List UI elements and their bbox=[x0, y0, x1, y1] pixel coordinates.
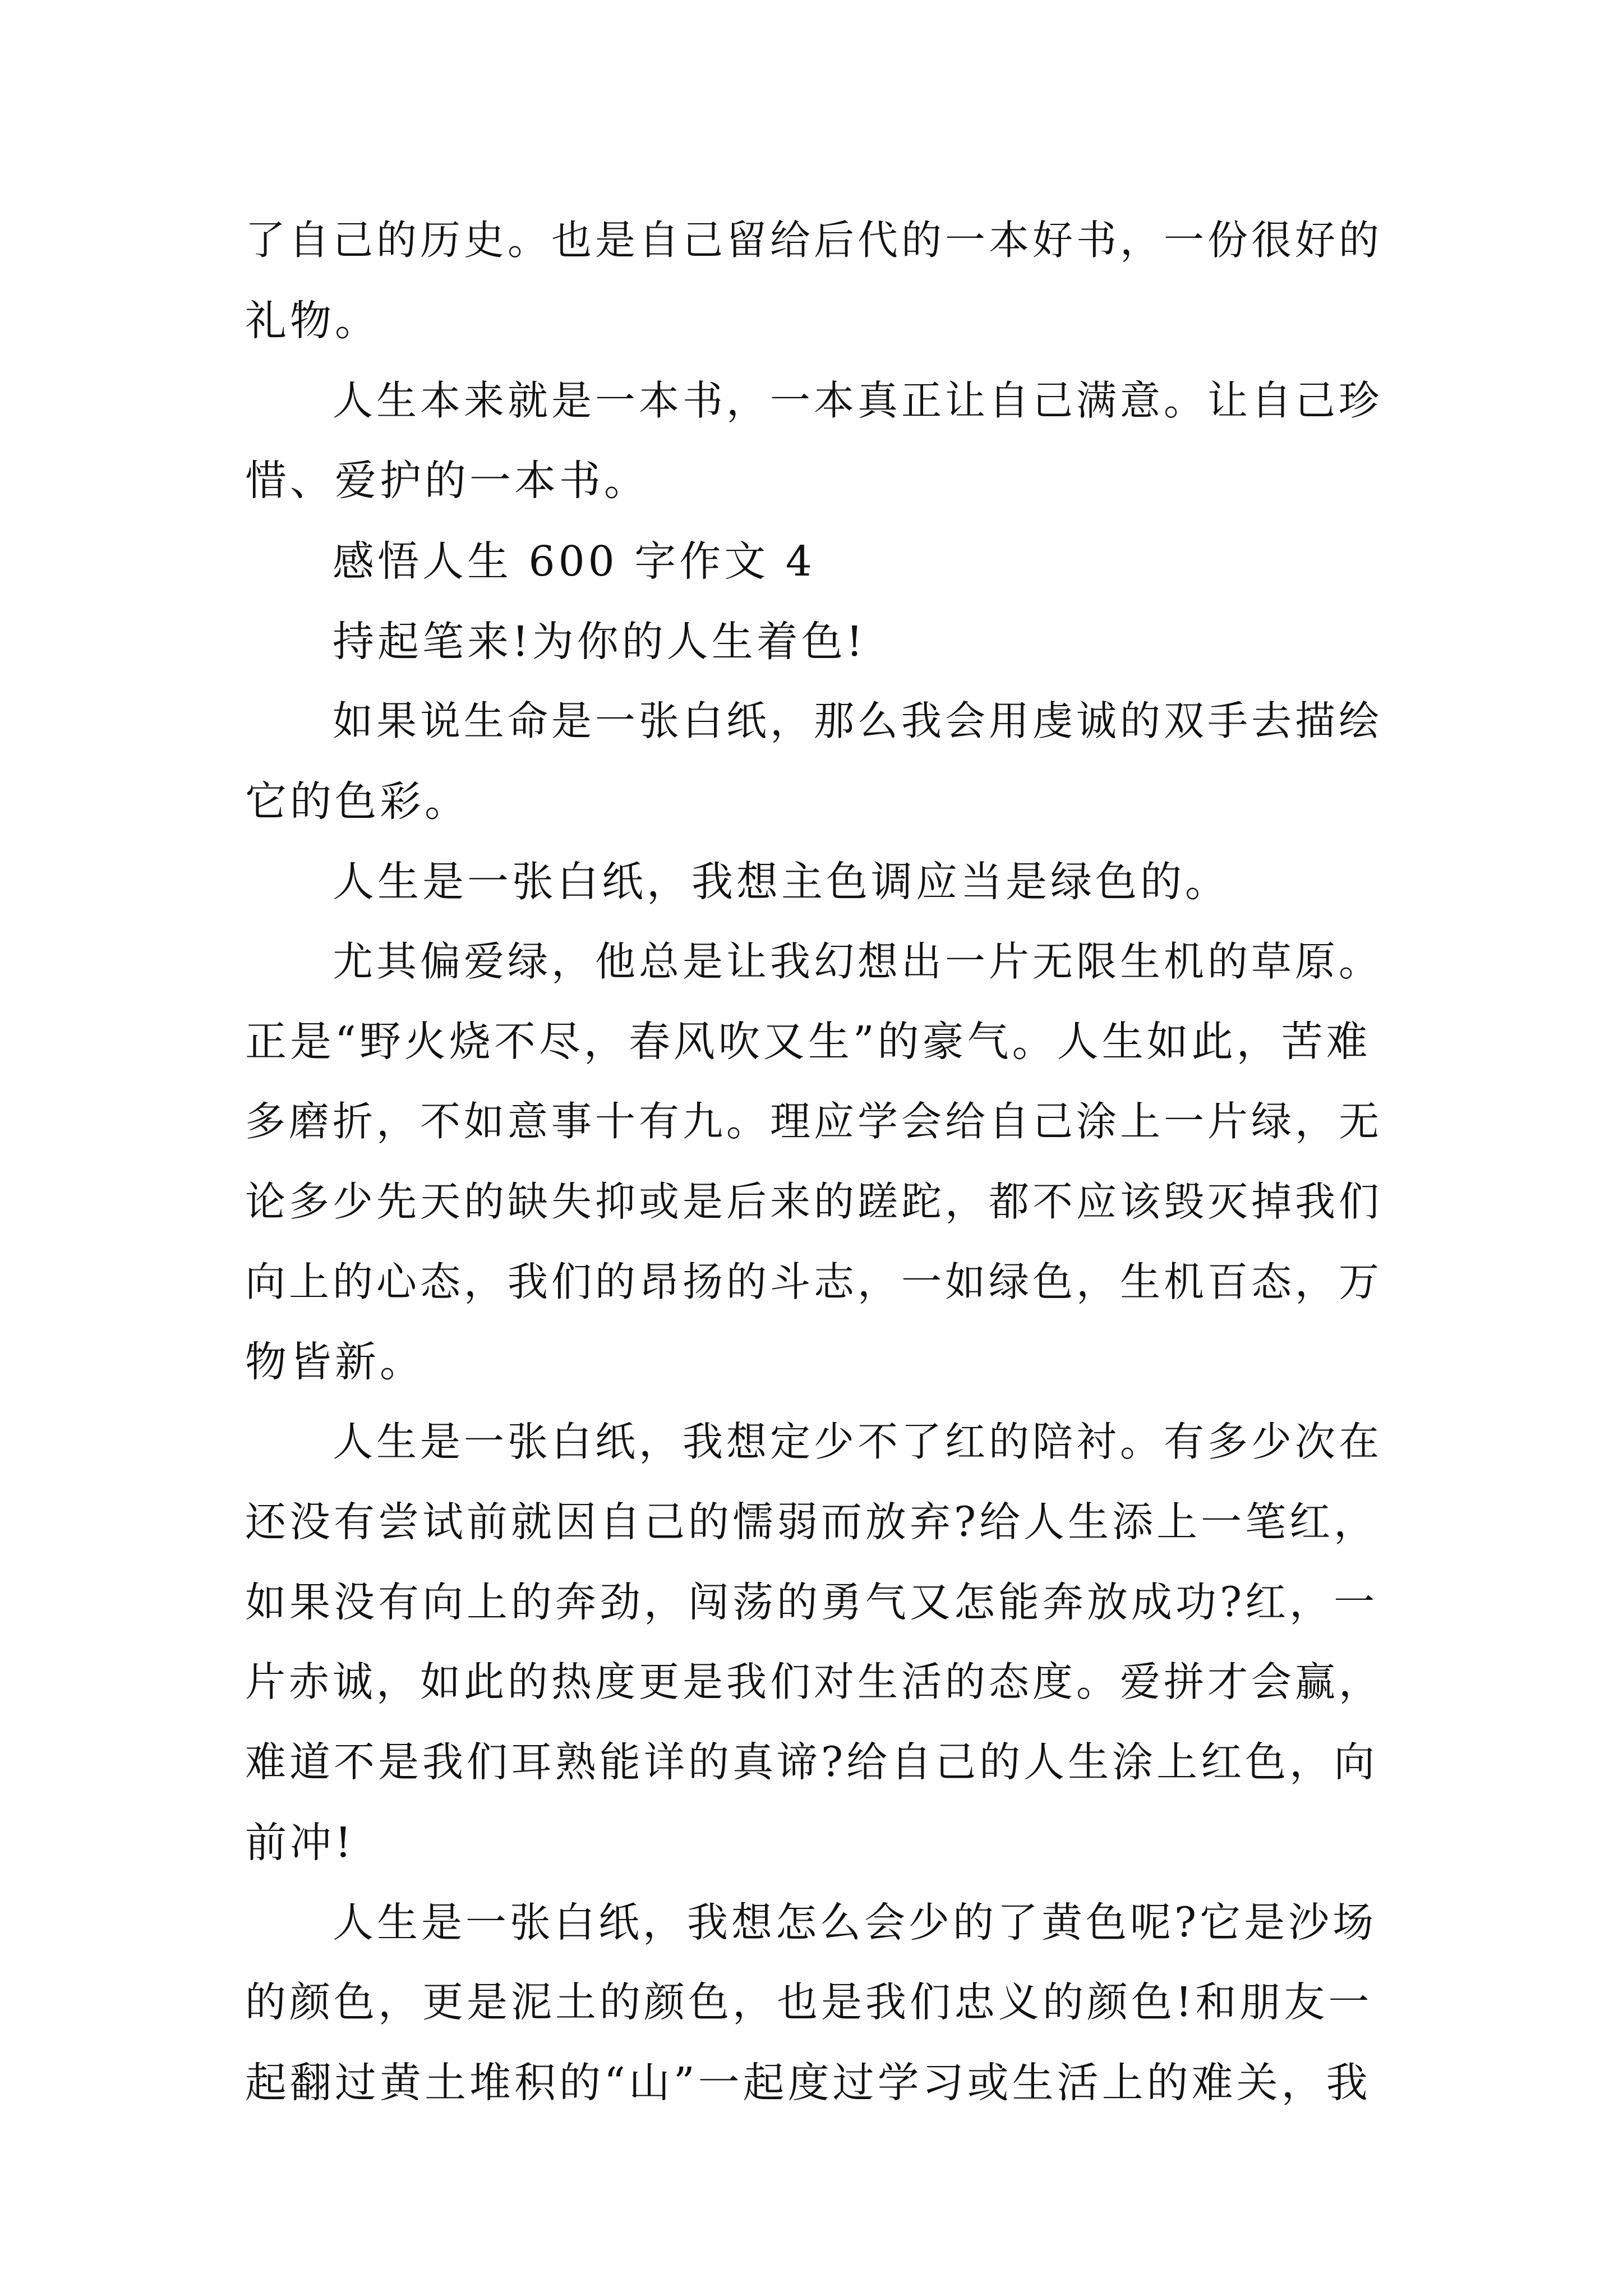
text-line: 人生本来就是一本书，一本真正让自己满意。让自己珍 bbox=[333, 377, 1383, 424]
text-line: 如果没有向上的奔劲，闯荡的勇气又怎能奔放成功?红，一 bbox=[245, 1579, 1378, 1626]
text-line: 人生是一张白纸，我想主色调应当是绿色的。 bbox=[333, 858, 1230, 906]
text-line: 物皆新。 bbox=[245, 1338, 425, 1386]
text-line: 还没有尝试前就因自己的懦弱而放弃?给人生添上一笔红， bbox=[245, 1498, 1378, 1546]
text-line: 前冲! bbox=[245, 1819, 355, 1867]
text-line: 向上的心态，我们的昂扬的斗志，一如绿色，生机百态，万 bbox=[245, 1258, 1383, 1305]
text-line: 如果说生命是一张白纸，那么我会用虔诚的双手去描绘 bbox=[333, 697, 1383, 744]
text-line: 人生是一张白纸，我想定少不了红的陪衬。有多少次在 bbox=[333, 1418, 1383, 1465]
text-line: 持起笔来!为你的人生着色! bbox=[333, 618, 866, 666]
text-line: 的颜色，更是泥土的颜色，也是我们忠义的颜色!和朋友一 bbox=[245, 1978, 1373, 2026]
text-line: 片赤诚，如此的热度更是我们对生活的态度。爱拼才会赢， bbox=[245, 1658, 1383, 1705]
text-line: 论多少先天的缺失抑或是后来的蹉跎，都不应该毁灭掉我们 bbox=[245, 1178, 1383, 1225]
text-line: 尤其偏爱绿，他总是让我幻想出一片无限生机的草原。 bbox=[333, 938, 1383, 985]
text-line: 了自己的历史。也是自己留给后代的一本好书，一份很好的 bbox=[245, 217, 1383, 264]
text-line: 它的色彩。 bbox=[245, 777, 469, 826]
text-line: 人生是一张白纸，我想怎么会少的了黄色呢?它是沙场 bbox=[333, 1899, 1377, 1947]
text-line: 难道不是我们耳熟能详的真谛?给自己的人生涂上红色，向 bbox=[245, 1738, 1378, 1786]
text-line: 起翻过黄土堆积的“山”一起度过学习或生活上的难关，我 bbox=[245, 2059, 1371, 2107]
section-heading: 感悟人生 600 字作文 4 bbox=[333, 537, 815, 586]
text-line: 多磨折，不如意事十有九。理应学会给自己涂上一片绿，无 bbox=[245, 1098, 1383, 1145]
text-line: 惜、爱护的一本书。 bbox=[245, 457, 649, 505]
text-line: 礼物。 bbox=[245, 297, 380, 345]
text-line: 正是“野火烧不尽，春风吹又生”的豪气。人生如此，苦难 bbox=[245, 1018, 1371, 1066]
